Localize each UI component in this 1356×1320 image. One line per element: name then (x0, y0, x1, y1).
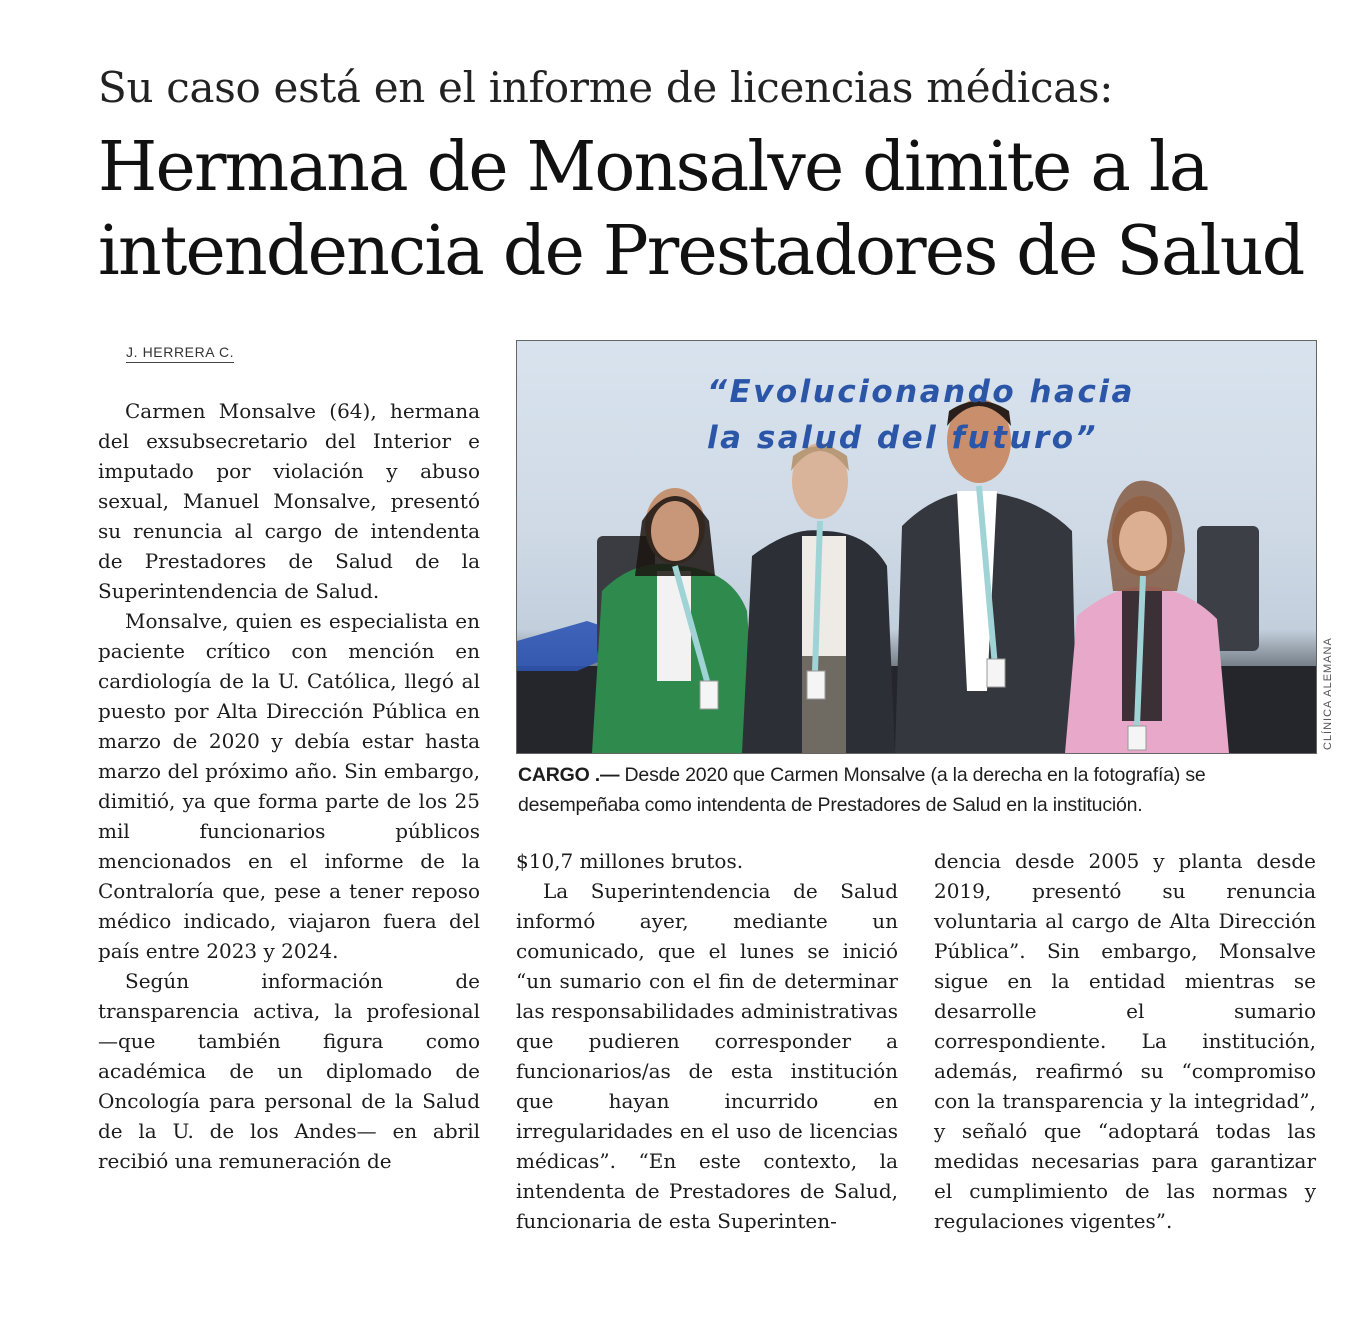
caption-label: CARGO .— (518, 764, 620, 786)
paragraph: Monsalve, quien es especialista en paciente crítico con mención en cardiología de la U. Católica, llegó al puesto por Alta Dirección Pública en marzo de 2020 y debía estar hasta marzo del próximo año. Sin embargo, dimitió, ya que forma parte de los 25 mil funcionarios públicos mencionados en el informe de la Contraloría que, pese a tener reposo médico indicado, viajaron fuera del país entre 2023 y 2024. (98, 609, 480, 963)
article-headline (98, 126, 1328, 294)
photo-credit (1318, 612, 1338, 752)
photo-banner (707, 369, 1135, 461)
headline-line-2: intendencia de Prestadores de Salud (98, 212, 1304, 291)
article-column-1 (98, 396, 480, 1176)
banner-line-2: la salud del futuro” (707, 420, 1099, 456)
article-photo (516, 340, 1317, 754)
article-kicker: Su caso está en el informe de licencias médicas: (98, 63, 1114, 112)
caption-text: Desde 2020 que Carmen Monsalve (a la derecha en la fotografía) se desempeñaba como intendenta de Prestadores de Salud en la institución. (518, 764, 1206, 816)
banner-line-1: “Evolucionando hacia (707, 374, 1135, 410)
photo-caption (518, 760, 1318, 820)
article-column-2 (516, 846, 898, 1236)
article-byline: J. HERRERA C. (126, 344, 234, 363)
paragraph: Carmen Monsalve (64), hermana del exsubsecretario del Interior e imputado por violación y abuso sexual, Manuel Monsalve, presentó su renuncia al cargo de intendenta de Prestadores de Salud de la Superintendencia de Salud. (98, 399, 480, 603)
headline-line-1: Hermana de Monsalve dimite a la (98, 128, 1208, 207)
paragraph: La Superintendencia de Salud informó ayer, mediante un comunicado, que el lunes se inició “un sumario con el fin de determinar las responsabilidades administrativas que pudieren corresponder a funcionarios/as de esta institución que hayan incurrido en irregularidades en el uso de licencias médicas”. “En este contexto, la intendenta de Prestadores de Salud, funcionaria de esta Superinten- (516, 879, 898, 1233)
paragraph: $10,7 millones brutos. (516, 849, 744, 873)
paragraph: Según información de transparencia activa, la profesional —que también figura como académica de un diplomado de Oncología para personal de la Salud de la U. de los Andes— en abril recibió una remuneración de (98, 969, 480, 1173)
paragraph: dencia desde 2005 y planta desde 2019, presentó su renuncia voluntaria al cargo de Alta Dirección Pública”. Sin embargo, Monsalve sigue en la entidad mientras se desarrolle el sumario correspondiente. La institución, además, reafirmó su “compromiso con la transparencia y la integridad”, y señaló que “adoptará todas las medidas necesarias para garantizar el cumplimiento de las normas y regulaciones vigentes”. (934, 849, 1316, 1233)
article-column-3 (934, 846, 1316, 1236)
photo-credit-text: CLÍNICA ALEMANA (1322, 637, 1334, 750)
